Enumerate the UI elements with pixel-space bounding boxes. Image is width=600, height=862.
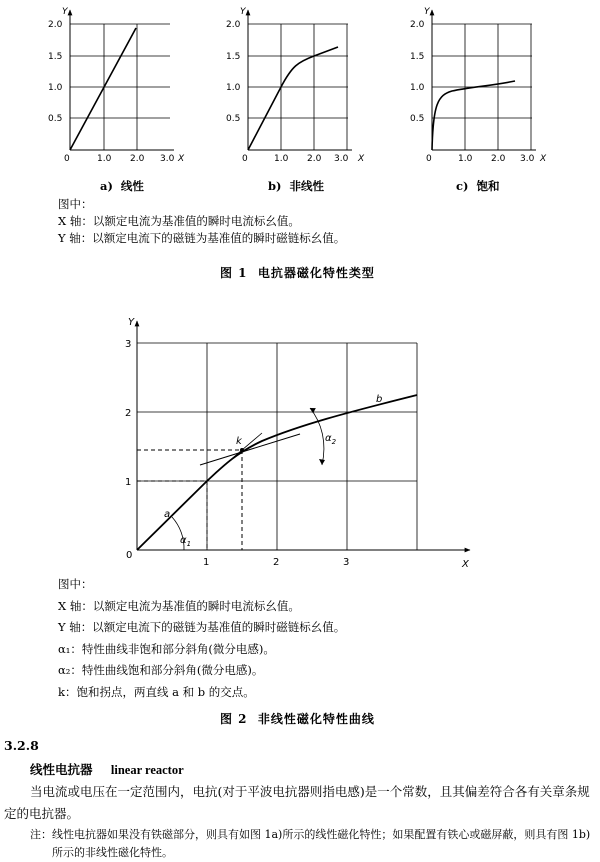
chart-b-nonlinear	[226, 7, 365, 164]
chart-b-curve	[248, 47, 338, 150]
y-axis-label: Y	[128, 317, 135, 328]
chart-a-linear	[48, 7, 185, 164]
chart-a-y-tick: 1.0	[48, 83, 63, 93]
figure2-legend-x: X 轴：以额定电流为基准值的瞬时电流标幺值。	[58, 598, 300, 613]
x-tick: 1	[203, 557, 210, 568]
chart-a-curve	[70, 28, 136, 150]
note-line2: 所示的非线性磁化特性。	[52, 846, 173, 859]
svg-text:α2	[325, 433, 337, 446]
chart-b-x-tick: 2.0	[307, 154, 322, 164]
section-term	[30, 760, 184, 778]
term-en: linear reactor	[110, 763, 184, 777]
label-a: a	[164, 509, 171, 520]
chart-c-x-tick: 1.0	[458, 154, 473, 164]
label-alpha1: α	[180, 535, 187, 546]
y-tick: 3	[125, 339, 132, 350]
section-number: 3.2.8	[4, 738, 39, 753]
chart-b-label: b) 非线性	[268, 179, 324, 193]
chart-c-y-tick: 2.0	[410, 20, 425, 30]
k-point	[240, 448, 244, 452]
chart-c-x-tick: 0	[426, 154, 432, 164]
note-line1: 注：线性电抗器如果没有铁磁部分，则具有如图 1a)所示的线性磁化特性；如果配置有铁心或磁屏蔽，则具有图 1b)	[30, 828, 591, 841]
figure1-legend-x: X 轴：以额定电流为基准值的瞬时电流标幺值。	[58, 214, 300, 228]
y-tick: 2	[125, 408, 132, 419]
alpha2-arc	[310, 408, 324, 465]
section-definition: 当电流或电压在一定范围内，电抗(对于平波电抗器则指电感)是一个常数，且其偏差符合各有关章条规定的电抗器。	[4, 784, 590, 821]
chart-a-y-tick: 2.0	[48, 20, 63, 30]
chart-a-y-tick: 1.5	[48, 52, 63, 62]
figure2-legend-head: 图中：	[58, 577, 93, 591]
x-tick: 3	[343, 557, 350, 568]
figure2-legend-a2: α₂：特性曲线饱和部分斜角(微分电感)。	[58, 663, 264, 677]
chart-c-x-axis-label: X	[540, 154, 547, 164]
figure1-charts	[0, 0, 600, 200]
section-note	[30, 826, 598, 862]
chart-b-y-tick: 1.0	[226, 83, 241, 93]
chart-c-x-tick: 2.0	[491, 154, 506, 164]
chart-a-x-tick: 0	[64, 154, 70, 164]
chart-a-x-tick: 1.0	[97, 154, 112, 164]
chart-b-x-tick: 0	[242, 154, 248, 164]
chart-a-x-tick: 3.0	[160, 154, 175, 164]
figure2-legend	[58, 574, 345, 703]
x-axis-label: X	[462, 559, 469, 570]
y-tick: 1	[125, 477, 132, 488]
figure1-legend	[58, 196, 345, 247]
svg-text:α1	[180, 535, 191, 548]
label-b: b	[376, 394, 383, 405]
x-tick: 0	[126, 550, 133, 561]
chart-b-y-tick: 1.5	[226, 52, 241, 62]
label-alpha2: α	[325, 433, 332, 444]
label-alpha1-sub: 1	[186, 540, 192, 548]
chart-b-y-axis-label: Y	[240, 7, 246, 17]
chart-c-x-tick: 3.0	[520, 154, 535, 164]
figure2-chart	[0, 305, 600, 575]
figure1-legend-head: 图中：	[58, 197, 93, 211]
chart-b-y-tick: 2.0	[226, 20, 241, 30]
chart-a-x-axis-label: X	[178, 154, 185, 164]
chart-b-x-axis-label: X	[358, 154, 365, 164]
chart-c-y-tick: 1.0	[410, 83, 425, 93]
figure2-legend-k: k：饱和拐点，两直线 a 和 b 的交点。	[58, 684, 255, 699]
label-alpha2-sub: 2	[331, 438, 337, 446]
chart-c-y-tick: 1.5	[410, 52, 425, 62]
label-k: k	[236, 436, 242, 447]
chart-b-y-tick: 0.5	[226, 114, 241, 124]
chart-a-label: a) 线性	[100, 179, 144, 193]
chart-a-y-tick: 0.5	[48, 114, 63, 124]
chart-c-y-tick: 0.5	[410, 114, 425, 124]
chart-a-x-tick: 2.0	[130, 154, 145, 164]
figure2-legend-a1: α₁：特性曲线非饱和部分斜角(微分电感)。	[58, 641, 275, 656]
chart-c-saturation	[410, 7, 547, 164]
figure2-caption: 图 2 非线性磁化特性曲线	[220, 712, 375, 726]
figure1-caption: 图 1 电抗器磁化特性类型	[220, 266, 375, 280]
figure1-legend-y: Y 轴：以额定电流下的磁链为基准值的瞬时磁链标幺值。	[58, 231, 346, 245]
chart-c-curve	[432, 81, 515, 150]
x-tick: 2	[273, 557, 280, 568]
chart-a-y-axis-label: Y	[62, 7, 68, 17]
chart-b-x-tick: 3.0	[334, 154, 349, 164]
chart-b-x-tick: 1.0	[274, 154, 289, 164]
figure2-legend-y: Y 轴：以额定电流下的磁链为基准值的瞬时磁链标幺值。	[58, 620, 346, 634]
term-cn: 线性电抗器	[30, 762, 93, 777]
chart-c-y-axis-label: Y	[424, 7, 430, 17]
chart-c-label: c) 饱和	[456, 179, 500, 193]
